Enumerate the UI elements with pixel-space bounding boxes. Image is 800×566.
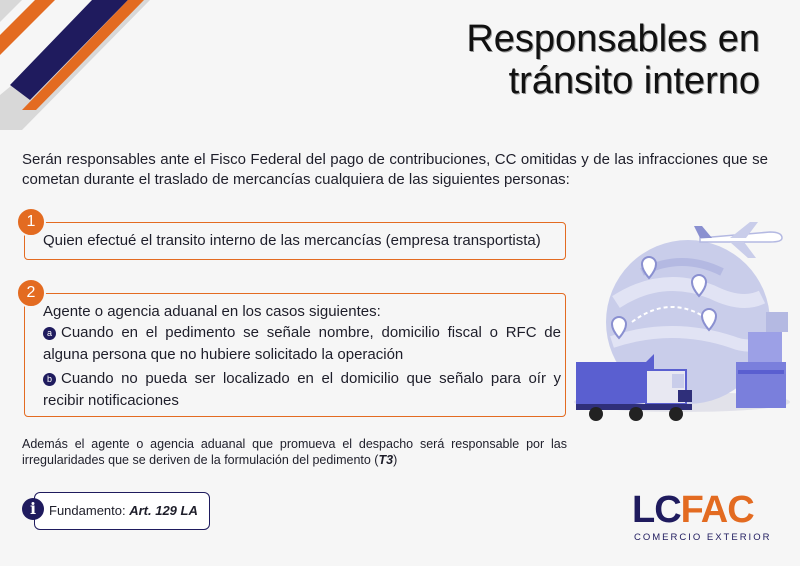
item-2-number: 2 bbox=[16, 278, 46, 308]
item-1-text: Quien efectué el transito interno de las mercancías (empresa transportista) bbox=[43, 232, 541, 249]
bullet-b: b bbox=[43, 373, 56, 386]
title-line-1: Responsables en bbox=[466, 18, 760, 60]
footnote-close: ) bbox=[393, 453, 398, 467]
title-line-2: tránsito interno bbox=[508, 60, 760, 102]
fundamento-text bbox=[49, 503, 198, 518]
company-logo bbox=[632, 490, 772, 546]
bullet-a: a bbox=[43, 327, 56, 340]
footnote-ref: T3 bbox=[378, 453, 394, 467]
subitem-a-text: Cuando en el pedimento se señale nombre, domicilio fiscal o RFC de alguna persona que no hubiere solicitado la operación bbox=[43, 324, 561, 363]
subitem-b-text: Cuando no pueda ser localizado en el domicilio que señalo para oír y recibir notificaciones bbox=[43, 370, 561, 409]
footnote-text: Además el agente o agencia aduanal que promueva el despacho será responsable por las irregularidades que se deriven de la formulación del pedimento ( bbox=[22, 437, 567, 467]
globe-logistics-illustration bbox=[572, 212, 790, 424]
item-2-box bbox=[24, 293, 566, 417]
subitem-b bbox=[43, 368, 561, 412]
fundamento-label: Fundamento: bbox=[49, 503, 130, 518]
item-1-number: 1 bbox=[16, 207, 46, 237]
logo-tagline: COMERCIO EXTERIOR bbox=[634, 532, 772, 543]
footnote bbox=[22, 436, 567, 468]
item-1-box bbox=[24, 222, 566, 260]
logo-part-1: LC bbox=[632, 489, 681, 531]
logo-part-2: FAC bbox=[680, 489, 754, 531]
intro-paragraph: Serán responsables ante el Fisco Federal del pago de contribuciones, CC omitidas y de las infracciones que se cometan durante el traslado de mercancías cualquiera de las siguientes personas: bbox=[22, 151, 768, 188]
fundamento-article: Art. 129 LA bbox=[129, 503, 198, 518]
item-2-text: Agente o agencia aduanal en los casos siguientes: bbox=[43, 303, 381, 320]
page-title bbox=[340, 18, 760, 102]
logo-wordmark bbox=[632, 490, 754, 530]
info-icon: i bbox=[22, 498, 44, 520]
decorative-stripes bbox=[0, 0, 150, 130]
subitem-a bbox=[43, 322, 561, 366]
fundamento-box bbox=[34, 492, 210, 530]
